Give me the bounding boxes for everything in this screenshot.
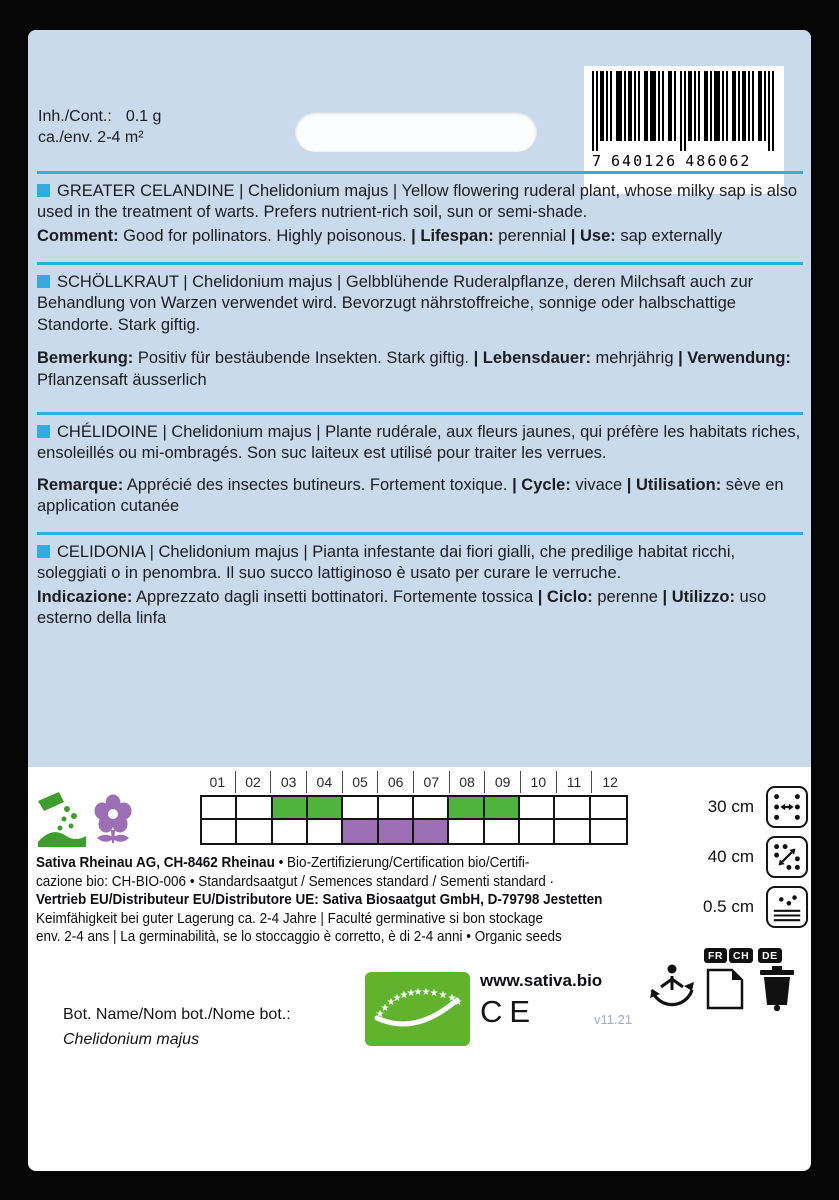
calendar-cell-sowing-02 [237,797,272,820]
bullet-square-icon [37,545,50,558]
detail-text: sève en application cutanée [37,475,784,515]
calendar-cell-flowering-08 [449,820,484,843]
svg-text:★: ★ [375,1009,385,1020]
coverage-area: ca./env. 2-4 m² [38,129,144,146]
calendar-cell-flowering-07 [414,820,449,843]
waste-bin-icon [754,964,800,1012]
svg-text:★: ★ [392,993,402,1004]
calendar-cell-flowering-02 [237,820,272,843]
website-url: www.sativa.bio [480,971,603,990]
calendar-cell-sowing-10 [520,797,555,820]
svg-text:★: ★ [386,997,396,1008]
svg-text:★: ★ [413,987,423,998]
calendar-cell-flowering-12 [591,820,626,843]
content-label: Inh./Cont.: [38,108,112,125]
calendar-cell-flowering-06 [379,820,414,843]
section-english [37,171,803,247]
ce-mark: CE [480,994,538,1029]
svg-text:★: ★ [438,990,448,1001]
barcode-left-group: 640126 [611,152,678,170]
calendar-cell-sowing-01 [202,797,237,820]
calendar-cell-sowing-06 [379,797,414,820]
version-label: v11.21 [594,1012,633,1027]
detail-text: Apprezzato dagli insetti bottinatori. Fortemente tossica [132,587,538,606]
section-french [37,412,803,518]
company-line: cazione bio: CH-BIO-006 • Standardsaatgut / Semences standard / Sementi standard · [36,872,555,890]
detail-label: | Lifespan: [411,226,494,245]
calendar-cell-sowing-12 [591,797,626,820]
detail-text: uso esterno della linfa [37,587,767,627]
bullet-square-icon [37,425,50,438]
section-details [37,226,803,248]
calendar-month-row [200,771,628,793]
section-divider [37,171,803,174]
section-divider [37,412,803,415]
svg-text:★: ★ [453,997,463,1008]
section-title: CHÉLIDOINE [57,422,158,441]
content-value: 0.1 g [125,108,162,125]
seed-packet-back [28,30,811,1171]
section-divider [37,262,803,265]
content-amount [38,106,161,148]
sorting-instructions [700,948,808,1014]
country-tag-fr: FR [704,948,727,963]
calendar-month-label: 07 [414,771,450,793]
section-description: | Chelidonium majus | Yellow flowering ruderal plant, whose milky sap is also used in the treatment of warts. Prefers nutrient-rich soil, sun or semi-shade. [37,181,798,221]
detail-label: Indicazione: [37,587,133,606]
company-line: Keimfähigkeit bei guter Lagerung ca. 2-4 Jahre | Faculté germinative si bon stockage [36,909,544,927]
company-line [36,891,666,910]
paper-recycling-icon [702,966,748,1012]
plant-spacing-icon [766,786,808,828]
calendar-cell-flowering-01 [202,820,237,843]
detail-text: sap externally [615,226,723,245]
section-title: CELIDONIA [57,542,146,561]
bullet-square-icon [37,275,50,288]
detail-text: Pflanzensaft äusserlich [37,370,207,389]
calendar-cell-sowing-09 [485,797,520,820]
detail-label: | Verwendung: [678,349,791,367]
calendar-cell-flowering-04 [308,820,343,843]
botanical-name-value: Chelidonium majus [63,1031,200,1048]
barcode-bars-icon [592,71,776,151]
row-spacing-icon [766,836,808,878]
section-german [37,262,803,391]
calendar-month-label: 06 [378,771,414,793]
svg-text:★: ★ [380,1003,390,1014]
row-distance-row [708,836,808,878]
sowing-hand-icon [36,790,88,848]
detail-text: vivace [570,475,627,494]
section-details [37,587,803,630]
calendar-month-label: 10 [521,771,557,793]
section-description: | Chelidonium majus | Pianta infestante dai fiori gialli, che predilige habitat ricchi, soleggiati o in penombra. Il suo succo lattiginoso è usato per curare le verruche. [37,542,736,582]
eu-organic-logo [365,972,470,1046]
plant-distance-row [708,786,808,828]
detail-text: mehrjährig [590,349,679,367]
section-details [37,475,803,518]
calendar-month-label: 09 [485,771,521,793]
botanical-name-label: Bot. Name/Nom bot./Nome bot.: [63,1006,291,1023]
detail-label: | Use: [570,226,616,245]
detail-label: Remarque: [37,475,124,494]
detail-label: | Cycle: [512,475,571,494]
svg-text:★: ★ [406,988,416,999]
section-details [37,348,803,391]
calendar-month-label: 03 [271,771,307,793]
barcode-digits [592,152,776,170]
detail-label: | Utilisation: [626,475,722,494]
country-tag-de: DE [758,948,782,963]
botanical-name-block [63,1002,291,1052]
detail-text: Positiv für bestäubende Insekten. Stark giftig. [133,349,474,367]
bullet-square-icon [37,184,50,197]
company-info [36,854,666,947]
company-line: Sativa Rheinau AG, CH-8462 Rheinau • Bio-Zertifizierung/Certification bio/Certifi- [36,854,530,871]
svg-text:★: ★ [429,988,439,999]
calendar-grid [200,795,628,845]
detail-label: | Lebensdauer: [473,349,591,367]
detail-text: Good for pollinators. Highly poisonous. [118,226,412,245]
calendar-cell-flowering-09 [485,820,520,843]
eu-distributor: Vertrieb EU/Distributeur EU/Distributore UE: Sativa Biosaatgut GmbH, D-79798 Jestetten [36,891,603,908]
detail-label: | Utilizzo: [662,587,735,606]
calendar-month-label: 05 [343,771,379,793]
company-name: Sativa Rheinau AG, CH-8462 Rheinau [36,854,275,871]
calendar-month-label: 11 [557,771,593,793]
calendar-month-label: 04 [307,771,343,793]
calendar-cell-flowering-10 [520,820,555,843]
company-line: env. 2-4 ans | La germinabilità, se lo stoccaggio è corretto, è di 2-4 anni • Organic seeds [36,928,562,945]
section-description: | Chelidonium majus | Plante rudérale, aux fleurs jaunes, qui préfère les habitats riches, ensoleillés ou mi-ombragés. Son suc laiteux est utilisé pour traiter les verrues. [37,422,801,462]
calendar-month-label: 02 [236,771,272,793]
section-title: SCHÖLLKRAUT [57,272,179,291]
plant-distance-value: 30 cm [707,797,754,816]
section-divider [37,532,803,535]
calendar-month-label: 12 [602,774,618,790]
detail-label: Comment: [37,226,119,245]
calendar-cell-sowing-05 [343,797,378,820]
detail-text: perenne [592,587,663,606]
sowing-depth-icon [766,886,808,928]
sowing-depth-row [703,886,808,928]
calendar-cell-sowing-07 [414,797,449,820]
section-description: | Chelidonium majus | Gelbblühende Ruderalpflanze, deren Milchsaft auch zur Behandlung von Warzen verwendet wird. Bevorzugt nährstoffreiche, sonnige oder halbschattige Standorte. Stark giftig. [37,272,754,334]
sowing-depth-value: 0.5 cm [702,897,754,916]
calendar-cell-flowering-11 [555,820,590,843]
detail-label: | Ciclo: [537,587,593,606]
flower-icon [90,794,136,846]
barcode-right-group: 486062 [685,152,752,170]
hang-hole [295,112,537,152]
barcode-lead-digit: 7 [592,152,604,170]
calendar-cell-sowing-11 [555,797,590,820]
detail-text: perennial [493,226,571,245]
calendar-month-label: 01 [200,771,236,793]
section-title: GREATER CELANDINE [57,181,235,200]
calendar-month-label: 08 [450,771,486,793]
detail-label: Bemerkung: [37,349,134,367]
section-italian [37,532,803,630]
calendar-cell-flowering-05 [343,820,378,843]
calendar-cell-flowering-03 [273,820,308,843]
country-tag-ch: CH [729,948,753,963]
calendar-cell-sowing-08 [449,797,484,820]
svg-text:★: ★ [447,993,457,1004]
svg-text:★: ★ [399,990,409,1001]
calendar-cell-sowing-03 [273,797,308,820]
row-distance-value: 40 cm [707,847,754,866]
calendar-cell-sowing-04 [308,797,343,820]
triman-recycling-icon [645,960,699,1014]
svg-text:★: ★ [421,987,431,998]
detail-text: Apprécié des insectes butineurs. Fortement toxique. [123,475,513,494]
